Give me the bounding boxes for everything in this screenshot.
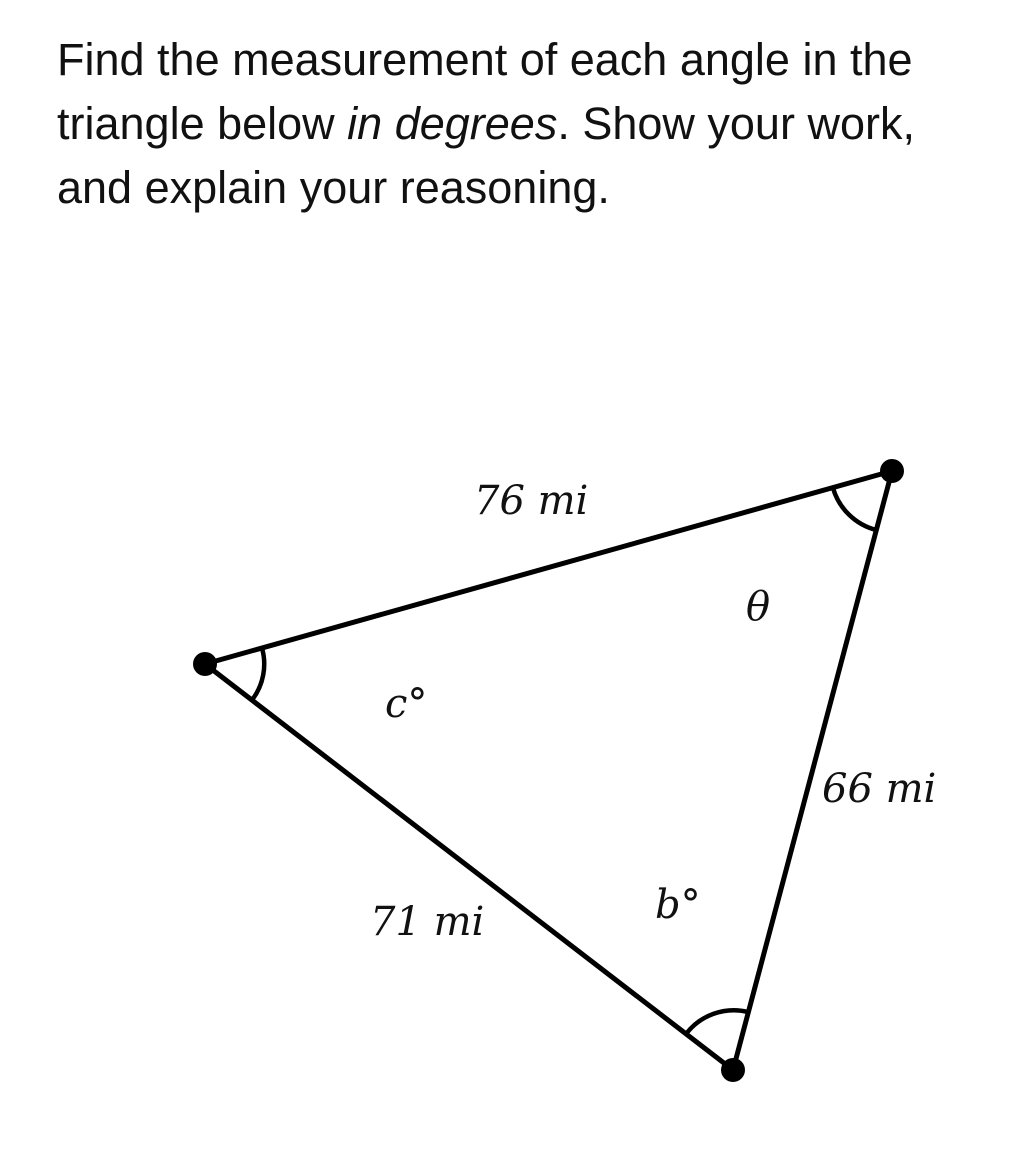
angle-label-top-right: θ <box>746 584 771 630</box>
angle-arc-bottom <box>686 1010 748 1034</box>
prompt-text-start: Find the measurement of each angle in the triangle below <box>57 34 913 149</box>
angle-label-bottom: b° <box>655 882 701 928</box>
prompt-emphasis: in degrees <box>347 98 558 149</box>
vertex-top-right <box>880 459 904 483</box>
side-label-bottom-left: 71 mi <box>370 899 485 945</box>
angle-arc-left <box>252 648 264 700</box>
angle-label-left: c° <box>385 681 428 727</box>
side-bottom-left <box>205 664 733 1070</box>
vertex-left <box>193 652 217 676</box>
side-label-right: 66 mi <box>822 766 937 812</box>
side-label-top: 76 mi <box>474 478 589 524</box>
prompt-text-end: . Show your work, and explain your reasoning. <box>57 98 915 213</box>
vertex-bottom <box>721 1058 745 1082</box>
angle-arc-top-right <box>833 488 876 530</box>
